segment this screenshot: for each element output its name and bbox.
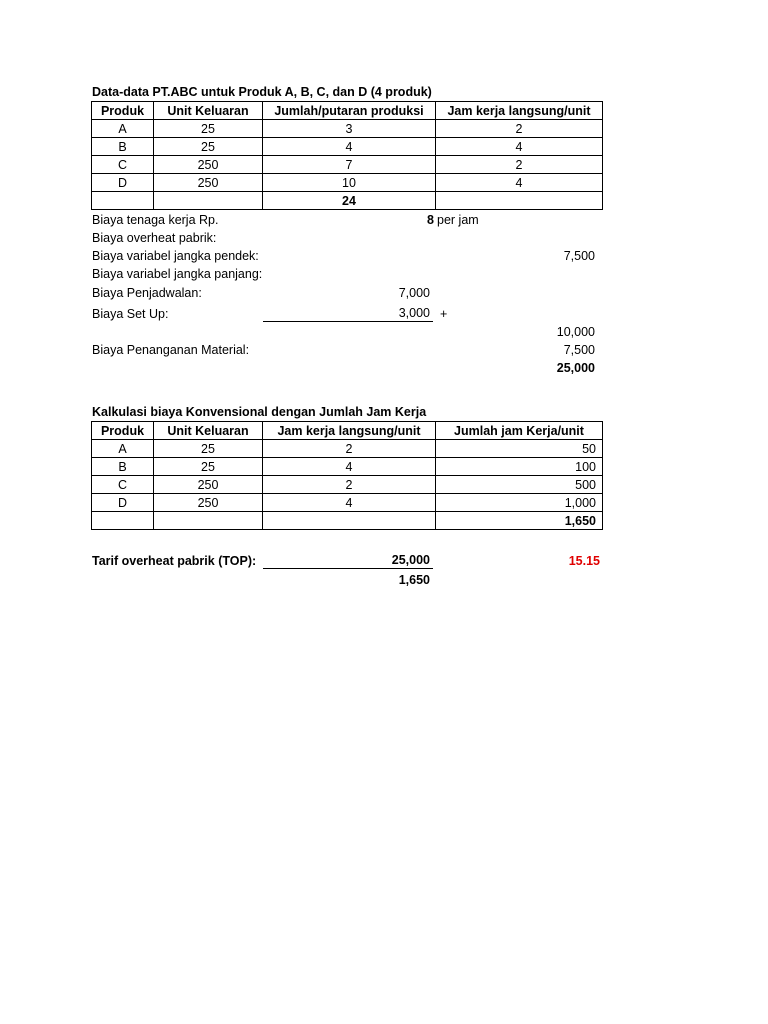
cell: 250 [154, 476, 263, 494]
header-produk: Produk [92, 422, 154, 440]
cell [154, 192, 263, 210]
setup-cost-label: Biaya Set Up: [92, 307, 169, 321]
total-runs-cell: 24 [263, 192, 436, 210]
table-row [92, 174, 603, 192]
overhead-label: Biaya overheat pabrik: [92, 231, 217, 245]
conventional-cost-table [91, 421, 603, 530]
product-data-table [91, 101, 603, 210]
header-jam-kerja: Jam kerja langsung/unit [436, 102, 603, 120]
header-produk: Produk [92, 102, 154, 120]
tariff-numerator-value: 25,000 [391, 553, 430, 567]
long-term-subtotal-value: 10,000 [556, 325, 595, 339]
cell: C [92, 476, 154, 494]
cell: D [92, 494, 154, 512]
section1-title: Data-data PT.ABC untuk Produk A, B, C, dan D (4 produk) [92, 85, 432, 99]
overhead-grand-total: 25,000 [556, 361, 595, 375]
table-row [92, 120, 603, 138]
short-term-variable-label: Biaya variabel jangka pendek: [92, 249, 259, 263]
tariff-numerator [263, 553, 433, 569]
cell: 7 [263, 156, 436, 174]
setup-cost-value [263, 306, 433, 322]
cell: 2 [263, 476, 436, 494]
cell [92, 512, 154, 530]
cell: 2 [436, 120, 603, 138]
table-row [92, 476, 603, 494]
cell: A [92, 120, 154, 138]
cell [92, 192, 154, 210]
cell: A [92, 440, 154, 458]
tariff-result: 15.15 [568, 554, 600, 568]
scheduling-cost-label: Biaya Penjadwalan: [92, 286, 202, 300]
cell: B [92, 458, 154, 476]
header-jam-kerja: Jam kerja langsung/unit [263, 422, 436, 440]
cell: 2 [436, 156, 603, 174]
cell: 250 [154, 174, 263, 192]
table-row [92, 494, 603, 512]
table-row [92, 156, 603, 174]
cell: 25 [154, 458, 263, 476]
cell [263, 512, 436, 530]
cell: 2 [263, 440, 436, 458]
header-jumlah-putaran: Jumlah/putaran produksi [263, 102, 436, 120]
header-jumlah-jam: Jumlah jam Kerja/unit [436, 422, 603, 440]
table-row [92, 138, 603, 156]
long-term-variable-label: Biaya variabel jangka panjang: [92, 267, 263, 281]
cell: 500 [436, 476, 603, 494]
cell [154, 512, 263, 530]
cell: 25 [154, 120, 263, 138]
scheduling-cost-value: 7,000 [398, 286, 430, 300]
table-header-row [92, 102, 603, 120]
cell: 250 [154, 494, 263, 512]
plus-sign: + [440, 307, 448, 321]
cell: 4 [263, 138, 436, 156]
cell: 50 [436, 440, 603, 458]
table-total-row [92, 512, 603, 530]
material-handling-value: 7,500 [563, 343, 595, 357]
cell: 4 [436, 174, 603, 192]
cell: 3 [263, 120, 436, 138]
cell: 250 [154, 156, 263, 174]
material-handling-label: Biaya Penanganan Material: [92, 343, 250, 357]
cell: 4 [263, 494, 436, 512]
cell: 10 [263, 174, 436, 192]
header-unit-keluaran: Unit Keluaran [154, 422, 263, 440]
header-unit-keluaran: Unit Keluaran [154, 102, 263, 120]
cell: 4 [263, 458, 436, 476]
cell: D [92, 174, 154, 192]
cell: 100 [436, 458, 603, 476]
tariff-label: Tarif overheat pabrik (TOP): [92, 554, 257, 568]
section2-title: Kalkulasi biaya Konvensional dengan Jumlah Jam Kerja [92, 405, 427, 419]
table-header-row [92, 422, 603, 440]
labor-cost-unit: per jam [437, 213, 479, 227]
labor-cost-label: Biaya tenaga kerja Rp. [92, 213, 219, 227]
table-total-row [92, 192, 603, 210]
cell: 25 [154, 440, 263, 458]
labor-cost-value: 8 [427, 213, 434, 227]
total-hours-cell: 1,650 [436, 512, 603, 530]
setup-cost-number: 3,000 [398, 306, 430, 320]
table-row [92, 458, 603, 476]
cell: B [92, 138, 154, 156]
cell: C [92, 156, 154, 174]
short-term-variable-value: 7,500 [563, 249, 595, 263]
cell [436, 192, 603, 210]
table-row [92, 440, 603, 458]
cell: 4 [436, 138, 603, 156]
cell: 1,000 [436, 494, 603, 512]
cell: 25 [154, 138, 263, 156]
tariff-denominator: 1,650 [398, 573, 430, 587]
